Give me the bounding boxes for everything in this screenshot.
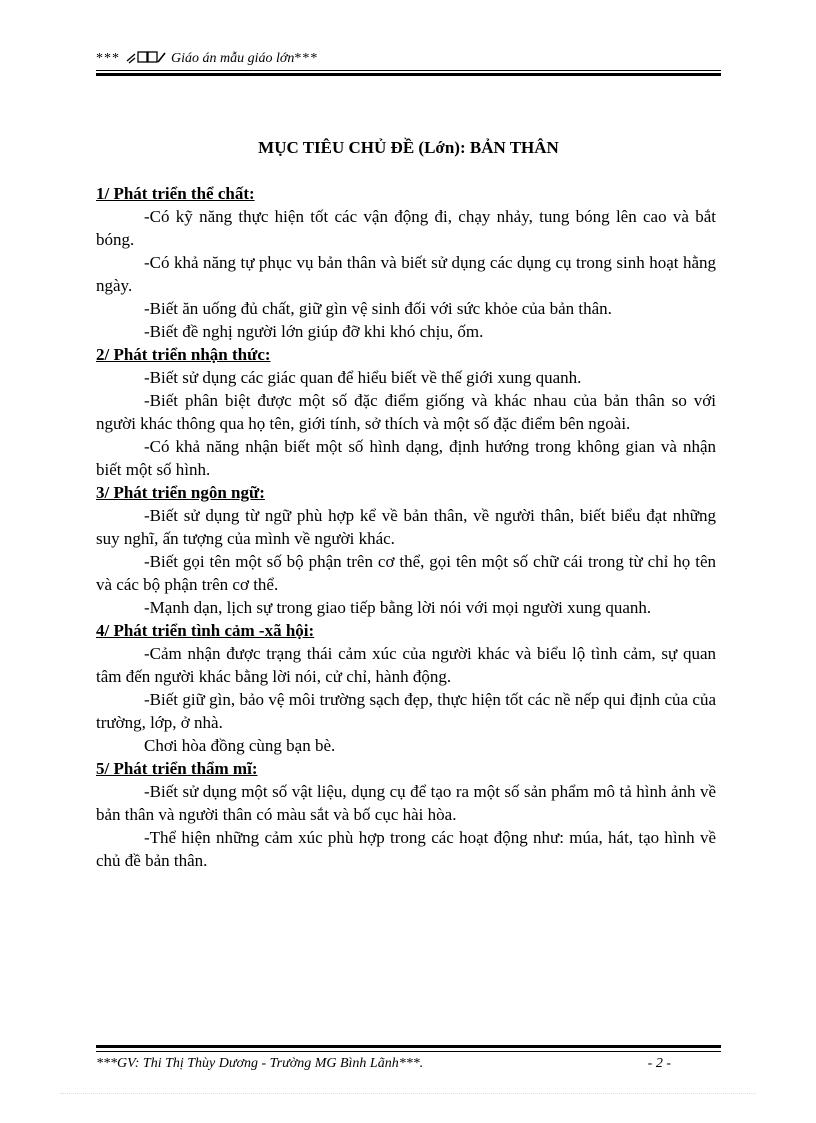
page-header: [96, 50, 721, 74]
paragraph: -Mạnh dạn, lịch sự trong giao tiếp bằng lời nói với mọi người xung quanh.: [144, 598, 652, 617]
paragraph: -Có kỹ năng thực hiện tốt các vận động đi, chạy nhảy, tung bóng lên cao và bắt bóng.: [96, 207, 716, 249]
document-body: [96, 182, 716, 872]
paragraph: -Cảm nhận được trạng thái cảm xúc của người khác và biểu lộ tình cảm, sự quan tâm đến người khác bằng lời nói, cử chỉ, hành động.: [96, 644, 716, 686]
paragraph: -Biết giữ gìn, bảo vệ môi trường sạch đẹp, thực hiện tốt các nề nếp qui định của của trường, lớp, ở nhà.: [96, 690, 716, 732]
paragraph: -Biết sử dụng một số vật liệu, dụng cụ để tạo ra một số sản phẩm mô tả hình ảnh về bản thân và người thân có màu sắt và bố cục hài hòa.: [96, 782, 716, 824]
section-social-emotional: [96, 619, 716, 757]
paragraph: -Biết gọi tên một số bộ phận trên cơ thể, gọi tên một số chữ cái trong từ chỉ họ tên và các bộ phận trên cơ thể.: [96, 552, 716, 594]
book-pen-icon: [126, 50, 166, 70]
page-bottom-divider: [60, 1093, 756, 1094]
page-footer: [96, 1045, 721, 1075]
page-number: - 2 -: [647, 1056, 671, 1071]
header-rule-thin: [96, 70, 721, 71]
section-aesthetic: [96, 757, 716, 872]
document-title: MỤC TIÊU CHỦ ĐỀ (Lớn): BẢN THÂN: [258, 138, 559, 157]
footer-rule-thick: [96, 1045, 721, 1048]
section-heading: 3/ Phát triển ngôn ngữ:: [96, 483, 265, 502]
header-stars-right: ***: [294, 51, 319, 66]
paragraph: -Biết phân biệt được một số đặc điểm giống và khác nhau của bản thân so với người khác thông qua họ tên, giới tính, sở thích và một số đặc điểm bên ngoài.: [96, 391, 716, 433]
paragraph: -Có khả năng nhận biết một số hình dạng, định hướng trong không gian và nhận biết một số hình.: [96, 437, 716, 479]
paragraph: -Có khả năng tự phục vụ bản thân và biết sử dụng các dụng cụ trong sinh hoạt hằng ngày.: [96, 253, 716, 295]
section-language: [96, 481, 716, 619]
footer-author: ***GV: Thi Thị Thùy Dương - Trường MG Bình Lãnh***.: [96, 1056, 424, 1071]
header-title: Giáo án mẫu giáo lớn: [171, 51, 295, 66]
paragraph: -Biết đề nghị người lớn giúp đỡ khi khó chịu, ốm.: [144, 322, 484, 341]
section-heading: 5/ Phát triển thẩm mĩ:: [96, 759, 258, 778]
section-heading: 1/ Phát triển thể chất:: [96, 184, 255, 203]
section-physical: [96, 182, 716, 343]
paragraph: -Thể hiện những cảm xúc phù hợp trong các hoạt động như: múa, hát, tạo hình về chủ đề bản thân.: [96, 828, 716, 870]
footer-rule-thin: [96, 1051, 721, 1052]
paragraph: Chơi hòa đồng cùng bạn bè.: [144, 736, 336, 755]
header-rule-thick: [96, 73, 721, 76]
paragraph: -Biết sử dụng các giác quan để hiểu biết về thế giới xung quanh.: [144, 368, 582, 387]
header-text: [96, 50, 318, 70]
paragraph: -Biết ăn uống đủ chất, giữ gìn vệ sinh đối với sức khỏe của bản thân.: [144, 299, 612, 318]
header-stars-left: ***: [96, 51, 120, 66]
paragraph: -Biết sử dụng từ ngữ phù hợp kể về bản thân, về người thân, biết biểu đạt những suy nghĩ, ấn tượng của mình về người khác.: [96, 506, 716, 548]
section-heading: 2/ Phát triển nhận thức:: [96, 345, 271, 364]
section-heading: 4/ Phát triển tình cảm -xã hội:: [96, 621, 315, 640]
section-cognitive: [96, 343, 716, 481]
